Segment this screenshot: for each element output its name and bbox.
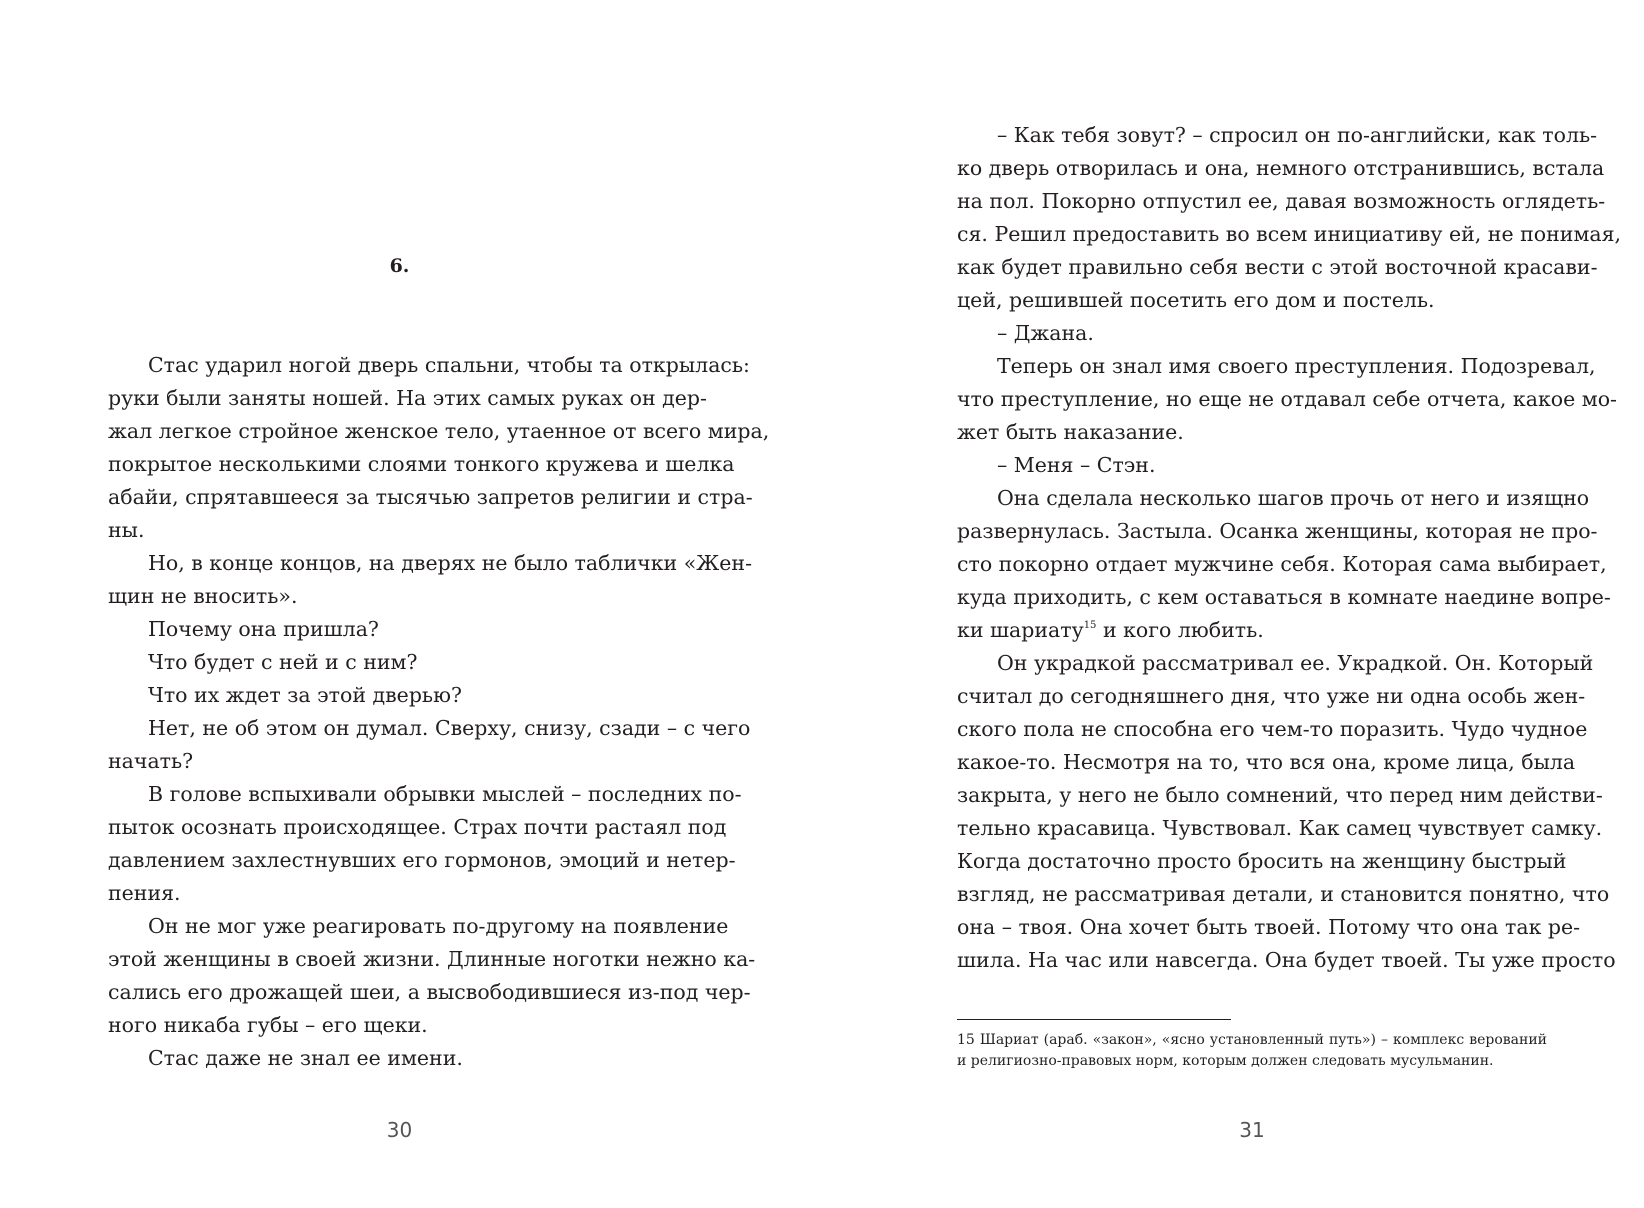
text-line: – Меня – Стэн. bbox=[997, 453, 1156, 477]
text-line: развернулась. Застыла. Осанка женщины, которая не про- bbox=[957, 519, 1598, 543]
text-line: В голове вспыхивали обрывки мыслей – последних по- bbox=[148, 782, 742, 806]
left-page bbox=[108, 0, 770, 1208]
chapter-title: 6. bbox=[389, 255, 410, 277]
text-line: – Джана. bbox=[997, 321, 1094, 345]
left-body-text bbox=[108, 349, 770, 1075]
text-line: Он украдкой рассматривал ее. Украдкой. Он. Который bbox=[997, 651, 1594, 675]
text-line: начать? bbox=[108, 749, 194, 773]
footnote bbox=[957, 1030, 1547, 1072]
footnote-line: 15 Шариат (араб. «закон», «ясно установленный путь») – комплекс верований bbox=[957, 1032, 1547, 1048]
text-line: шила. На час или навсегда. Она будет твоей. Ты уже просто bbox=[957, 948, 1616, 972]
text-line: сались его дрожащей шеи, а высвободившиеся из-под чер- bbox=[108, 980, 751, 1004]
text-line: взгляд, не рассматривая детали, и становится понятно, что bbox=[957, 882, 1610, 906]
text-line: этой женщины в своей жизни. Длинные ноготки нежно ка- bbox=[108, 947, 756, 971]
text-line: ны. bbox=[108, 518, 145, 542]
text-line bbox=[957, 614, 1547, 647]
text-line: Она сделала несколько шагов прочь от него и изящно bbox=[997, 486, 1590, 510]
footnote-marker: 15 bbox=[1083, 620, 1097, 631]
text-line: куда приходить, с кем оставаться в комнате наедине вопре- bbox=[957, 585, 1611, 609]
text-line: Стас даже не знал ее имени. bbox=[148, 1046, 463, 1070]
text-line: тельно красавица. Чувствовал. Как самец чувствует самку. bbox=[957, 816, 1603, 840]
text-line: абайи, спрятавшееся за тысячью запретов религии и стра- bbox=[108, 485, 753, 509]
footnote-divider bbox=[957, 1019, 1231, 1020]
page-number-right: 31 bbox=[1239, 1118, 1265, 1142]
text-line: цей, решившей посетить его дом и постель. bbox=[957, 288, 1435, 312]
text-line: Почему она пришла? bbox=[148, 617, 379, 641]
text-line: Когда достаточно просто бросить на женщину быстрый bbox=[957, 849, 1567, 873]
text-line: считал до сегодняшнего дня, что уже ни одна особь жен- bbox=[957, 684, 1586, 708]
text-line: руки были заняты ношей. На этих самых руках он дер- bbox=[108, 386, 707, 410]
text-line: Нет, не об этом он думал. Сверху, снизу, сзади – с чего bbox=[148, 716, 751, 740]
text-segment: и кого любить. bbox=[1096, 618, 1264, 642]
text-line: Он не мог уже реагировать по-другому на появление bbox=[148, 914, 729, 938]
text-line: щин не вносить». bbox=[108, 584, 298, 608]
text-line: какое-то. Несмотря на то, что вся она, кроме лица, была bbox=[957, 750, 1576, 774]
text-line: ко дверь отворилась и она, немного отстранившись, встала bbox=[957, 156, 1605, 180]
text-line: давлением захлестнувших его гормонов, эмоций и нетер- bbox=[108, 848, 736, 872]
text-line: закрыта, у него не было сомнений, что перед ним действи- bbox=[957, 783, 1603, 807]
text-line: пыток осознать происходящее. Страх почти растаял под bbox=[108, 815, 727, 839]
page-number-left: 30 bbox=[386, 1118, 413, 1142]
text-line: она – твоя. Она хочет быть твоей. Потому что она так ре- bbox=[957, 915, 1581, 939]
text-line: покрытое несколькими слоями тонкого кружева и шелка bbox=[108, 452, 735, 476]
text-line: как будет правильно себя вести с этой восточной красави- bbox=[957, 255, 1598, 279]
text-line: Что их ждет за этой дверью? bbox=[148, 683, 462, 707]
text-segment: ки шариату bbox=[957, 618, 1084, 642]
text-line: что преступление, но еще не отдавал себе отчета, какое мо- bbox=[957, 387, 1617, 411]
text-line: Что будет с ней и с ним? bbox=[148, 650, 418, 674]
text-line: ского пола не способна его чем-то поразить. Чудо чудное bbox=[957, 717, 1588, 741]
text-line: жет быть наказание. bbox=[957, 420, 1184, 444]
text-line: жал легкое стройное женское тело, утаенное от всего мира, bbox=[108, 419, 770, 443]
text-line: Теперь он знал имя своего преступления. Подозревал, bbox=[997, 354, 1596, 378]
right-page bbox=[957, 0, 1622, 1208]
text-line: ного никаба губы – его щеки. bbox=[108, 1013, 428, 1037]
text-line: ся. Решил предоставить во всем инициативу ей, не понимая, bbox=[957, 222, 1622, 246]
footnote-line: и религиозно-правовых норм, которым должен следовать мусульманин. bbox=[957, 1053, 1494, 1069]
text-line: – Как тебя зовут? – спросил он по-английски, как толь- bbox=[997, 123, 1598, 147]
text-line: Стас ударил ногой дверь спальни, чтобы та открылась: bbox=[148, 353, 750, 377]
text-line: пения. bbox=[108, 881, 181, 905]
text-line: сто покорно отдает мужчине себя. Которая сама выбирает, bbox=[957, 552, 1607, 576]
text-line: Но, в конце концов, на дверях не было таблички «Жен- bbox=[148, 551, 752, 575]
text-line: на пол. Покорно отпустил ее, давая возможность оглядеть- bbox=[957, 189, 1606, 213]
right-body-text bbox=[957, 119, 1622, 977]
